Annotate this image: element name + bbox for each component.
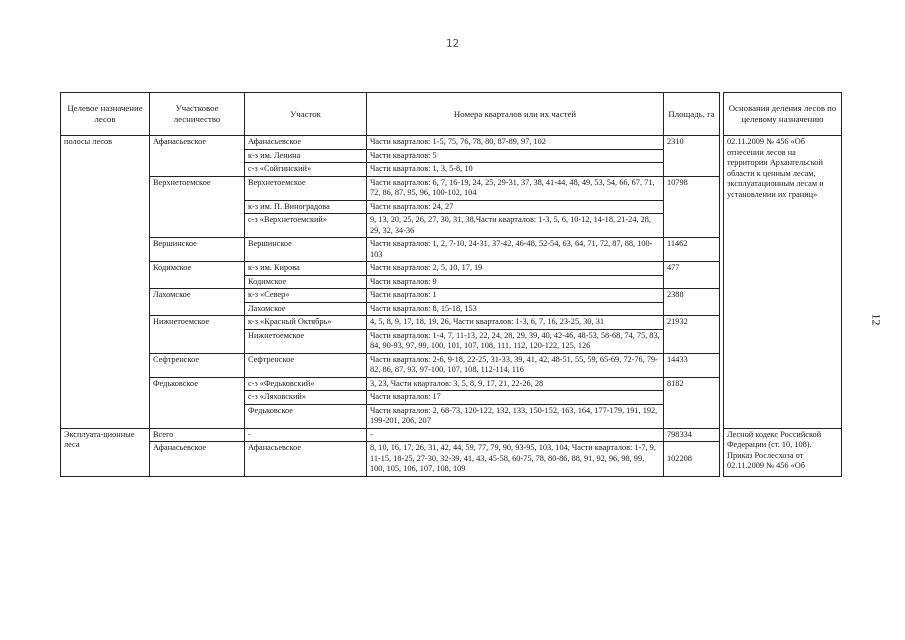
quarters-cell: Части кварталов: 1, 3, 5-8, 10 (367, 163, 664, 177)
purpose-cell: полосы лесов (61, 136, 150, 429)
quarters-cell: Части кварталов: 5 (367, 149, 664, 163)
header-area: Площадь, га (664, 93, 720, 136)
basis-cell: 02.11.2009 № 456 «Об отнесении лесов на территории Архангельской области к ценным лесам, эксплуатационным лесам и установлении их границ» (724, 136, 842, 429)
district-cell: Лахомское (150, 289, 245, 316)
plot-cell: к-з им. П. Виноградова (245, 200, 367, 214)
table-row (61, 136, 842, 150)
header-basis: Основания деления лесов по целевому назначению (724, 93, 842, 136)
quarters-cell: Части кварталов: 8, 15-18, 153 (367, 302, 664, 316)
header-purpose: Целевое назначение лесов (61, 93, 150, 136)
plot-cell: Лахомское (245, 302, 367, 316)
purpose-cell: Эксплуата-ционные леса (61, 428, 150, 476)
plot-cell: к-з «Север» (245, 289, 367, 303)
quarters-cell: - (367, 428, 664, 442)
area-cell: 477 (664, 262, 720, 289)
plot-cell: Верхнетоемское (245, 176, 367, 200)
quarters-cell: Части кварталов: 9 (367, 275, 664, 289)
quarters-cell: Части кварталов: 2, 5, 10, 17, 19 (367, 262, 664, 276)
basis-cell: Лесной кодекс Российской Федерации (ст. 10, 108). Приказ Рослесхоза от 02.11.2009 № 456 «Об (724, 428, 842, 476)
quarters-cell: Части кварталов: 1-5, 75, 76, 78, 80, 87-89, 97, 102 (367, 136, 664, 150)
quarters-cell: Части кварталов: 17 (367, 391, 664, 405)
quarters-cell: Части кварталов: 1 (367, 289, 664, 303)
plot-cell: к-з «Красный Октябрь» (245, 316, 367, 330)
district-cell: Кодимское (150, 262, 245, 289)
header-quarters: Номера кварталов или их частей (367, 93, 664, 136)
area-cell: 2310 (664, 136, 720, 177)
header-district: Участковое лесничество (150, 93, 245, 136)
plot-cell: с-з «Сойгинский» (245, 163, 367, 177)
plot-cell: Сефтренское (245, 353, 367, 377)
district-cell: Нижнетоемское (150, 316, 245, 354)
total-label-cell: Всего (150, 428, 245, 442)
quarters-cell: 9, 13, 20, 25, 26, 27, 30, 31, 38,Части кварталов: 1-3, 5, 6, 10-12, 14-18, 21-24, 28, 29, 32, 34-36 (367, 214, 664, 238)
district-cell: Вершинское (150, 238, 245, 262)
area-cell: 2388 (664, 289, 720, 316)
district-cell: Афанасьевское (150, 442, 245, 477)
district-cell: Федьковское (150, 377, 245, 428)
page-number-side: 12 (869, 313, 884, 326)
header-plot: Участок (245, 93, 367, 136)
plot-cell: - (245, 428, 367, 442)
plot-cell: Федьковское (245, 404, 367, 428)
quarters-cell: 8, 10, 16, 17, 26, 31, 42, 44, 59, 77, 79, 90, 93-95, 103, 104, Части кварталов: 1-7, 9, 11-15, 18-25, 27-30, 32-39, 41, 43, 45-58, 60-75, 78, 80-86, 88, 91, 92, 96, 98, 99, 100, 105, 106, 107, 108, 109 (367, 442, 664, 477)
quarters-cell: Части кварталов: 6, 7, 16-19, 24, 25, 29-31, 37, 38, 41-44, 48, 49, 53, 54, 66, 67, 71, 72, 86, 87, 95, 96, 100-102, 104 (367, 176, 664, 200)
plot-cell: к-з им. Ленина (245, 149, 367, 163)
plot-cell: с-з «Верхнетоемский» (245, 214, 367, 238)
quarters-cell: 4, 5, 8, 9, 17, 18, 19, 26, Части кварталов: 1-3, 6, 7, 16, 23-25, 30, 31 (367, 316, 664, 330)
plot-cell: Афанасьевское (245, 136, 367, 150)
plot-cell: с-з «Федьковский» (245, 377, 367, 391)
quarters-cell: Части кварталов: 2, 68-73, 120-122, 132, 133, 150-152, 163, 164, 177-179, 191, 192, 199-201, 206, 207 (367, 404, 664, 428)
quarters-cell: Части кварталов: 1, 2, 7-10, 24-31, 37-42, 46-48, 52-54, 63, 64, 71, 72, 87, 88, 100-103 (367, 238, 664, 262)
plot-cell: Вершинское (245, 238, 367, 262)
area-cell: 8182 (664, 377, 720, 428)
forest-table (60, 92, 842, 477)
plot-cell: к-з им. Кирова (245, 262, 367, 276)
plot-cell: Нижнетоемское (245, 329, 367, 353)
district-cell: Сефтренское (150, 353, 245, 377)
plot-cell: Кодимское (245, 275, 367, 289)
quarters-cell: Части кварталов: 1-4, 7, 11-13, 22, 24, 28, 29, 39, 40, 42-46, 48-53, 58-68, 74, 75, 83, 84, 90-93, 97, 99, 100, 101, 107, 108, 111, 112, 120-122, 125, 126 (367, 329, 664, 353)
district-cell: Афанасьевское (150, 136, 245, 177)
plot-cell: Афанасьевское (245, 442, 367, 477)
area-cell: 21932 (664, 316, 720, 354)
quarters-cell: 3, 23, Части кварталов: 3, 5, 8, 9, 17, 21, 22-26, 28 (367, 377, 664, 391)
plot-cell: с-з «Ляховский» (245, 391, 367, 405)
area-cell: 14433 (664, 353, 720, 377)
quarters-cell: Части кварталов: 24, 27 (367, 200, 664, 214)
district-cell: Верхнетоемское (150, 176, 245, 238)
area-cell: 11462 (664, 238, 720, 262)
table-row (61, 428, 842, 442)
quarters-cell: Части кварталов: 2-6, 9-18, 22-25, 31-33, 39, 41, 42, 48-51, 55, 59, 65-69, 72-76, 79-82, 86, 87, 93, 97-100, 107, 108, 112-114, 116 (367, 353, 664, 377)
table-header-row (61, 93, 842, 136)
area-cell: 798334 (664, 428, 720, 442)
page-number-top: 12 (445, 37, 460, 50)
area-cell: 10798 (664, 176, 720, 238)
area-cell: 102208 (664, 442, 720, 477)
